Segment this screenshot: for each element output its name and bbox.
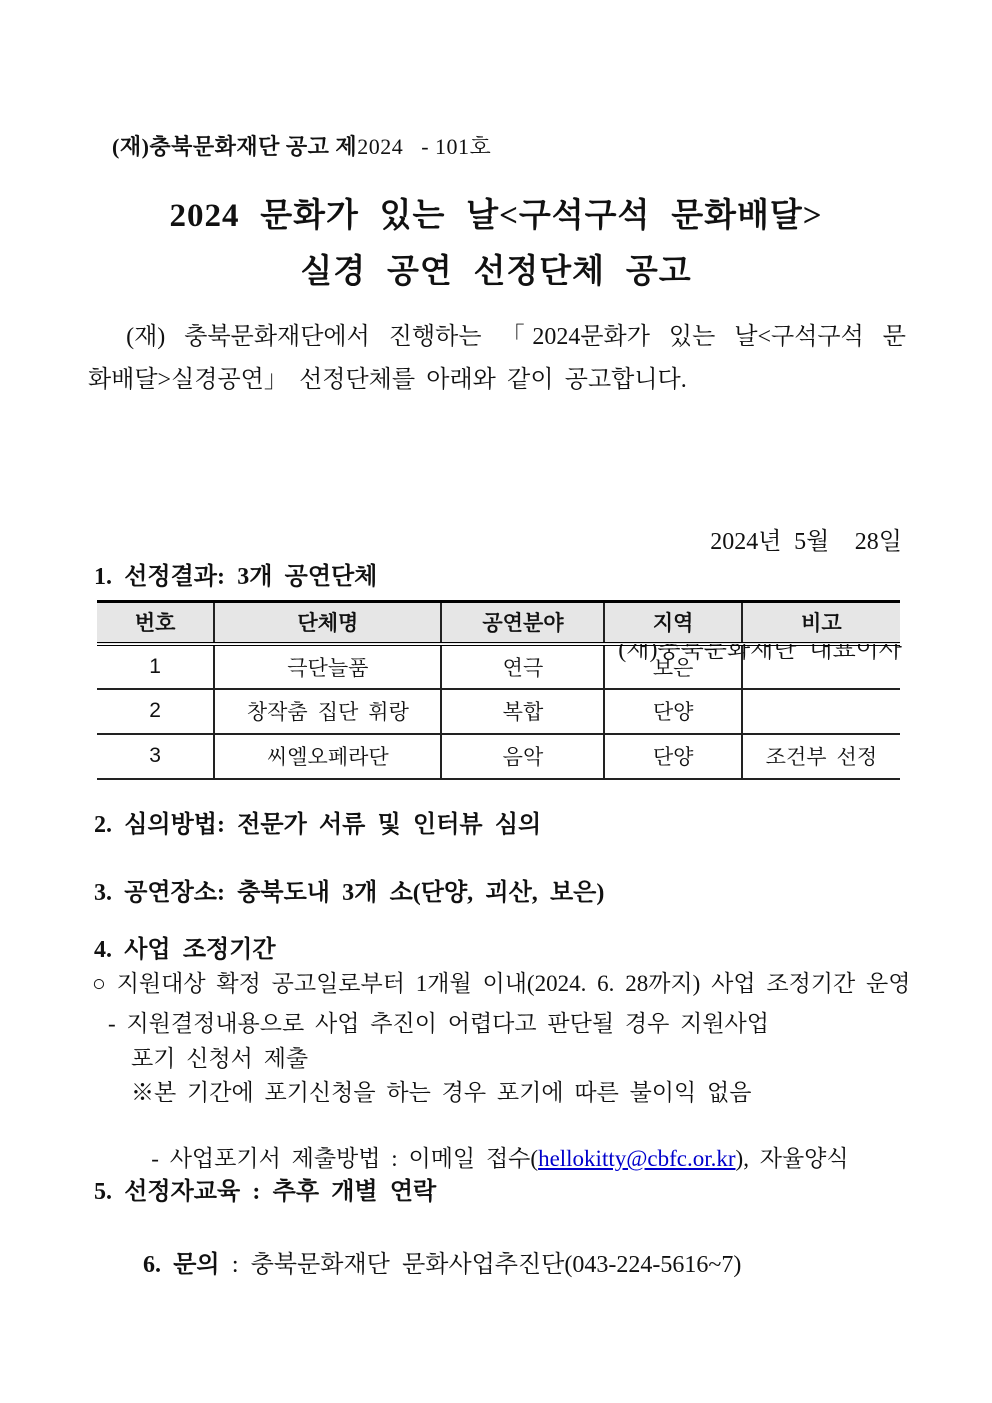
bullet-adjustment-period: ○ 지원대상 확정 공고일로부터 1개월 이내(2024. 6. 28까지) 사업 조정기간 운영 [92,971,911,996]
section-heading-review-method: 2. 심의방법: 전문가 서류 및 인터뷰 심의 [94,812,542,838]
cell-region: 보은 [604,644,741,689]
table-header-no: 번호 [97,602,214,644]
table-header-field: 공연분야 [441,602,604,644]
cell-name: 씨엘오페라단 [214,734,441,779]
cell-field: 복합 [441,689,604,734]
cell-field: 음악 [441,734,604,779]
page-title-line2: 실경 공연 선정단체 공고 [300,254,692,290]
cell-name: 극단늘품 [214,644,441,689]
waiver-method-suffix: ), 자율양식 [735,1146,849,1171]
doc-number [88,104,491,187]
table-header-region: 지역 [604,602,741,644]
cell-no: 2 [97,689,214,734]
cell-note: 조건부 선정 [742,734,900,779]
table-header-name: 단체명 [214,602,441,644]
section-heading-selection-result: 1. 선정결과: 3개 공연단체 [94,564,378,590]
cell-note [742,689,900,734]
cell-region: 단양 [604,734,741,779]
cell-no: 3 [97,734,214,779]
doc-number-value: 2024 - 101호 [357,134,492,159]
cell-name: 창작춤 집단 휘랑 [214,689,441,734]
bullet-waiver-submit-line2: 포기 신청서 제출 [131,1046,309,1071]
table-header-row [97,602,900,644]
waiver-method-prefix: - 사업포기서 제출방법 : 이메일 접수( [151,1146,539,1171]
intro-line2: 화배달>실경공연」 선정단체를 아래와 같이 공고합니다. [88,367,687,393]
section-heading-contact [94,1217,741,1306]
section-heading-adjustment-period: 4. 사업 조정기간 [94,937,276,963]
cell-no: 1 [97,644,214,689]
selection-table [97,600,900,780]
table-header-note: 비고 [742,602,900,644]
announcement-date: 2024년 5월 28일 [710,529,902,555]
table-row [97,734,900,779]
section-heading-venues: 3. 공연장소: 충북도내 3개 소(단양, 괴산, 보은) [94,880,605,906]
contact-detail: : 충북문화재단 문화사업추진단(043-224-5616~7) [219,1252,742,1278]
intro-paragraph [88,316,906,402]
table-row [97,689,900,734]
note-no-disadvantage: ※본 기간에 포기신청을 하는 경우 포기에 따른 불이익 없음 [131,1080,752,1105]
doc-number-label: (재)충북문화재단 공고 제 [112,134,358,159]
section-heading-training: 5. 선정자교육 : 추후 개별 연락 [94,1179,437,1205]
cell-note [742,644,900,689]
bullet-waiver-submit-line1: - 지원결정내용으로 사업 추진이 어렵다고 판단될 경우 지원사업 [108,1011,769,1036]
intro-line1: (재) 충북문화재단에서 진행하는 「2024문화가 있는 날<구석구석 문 [88,324,906,350]
page-title [0,188,992,300]
issuer: (재)충북문화재단 대표이사 [618,637,902,663]
email-link[interactable]: hellokitty@cbfc.or.kr [538,1146,736,1171]
cell-region: 단양 [604,689,741,734]
table-row [97,644,900,689]
contact-label: 6. 문의 [142,1252,220,1278]
page-title-line1: 2024 문화가 있는 날<구석구석 문화배달> [169,198,823,234]
cell-field: 연극 [441,644,604,689]
